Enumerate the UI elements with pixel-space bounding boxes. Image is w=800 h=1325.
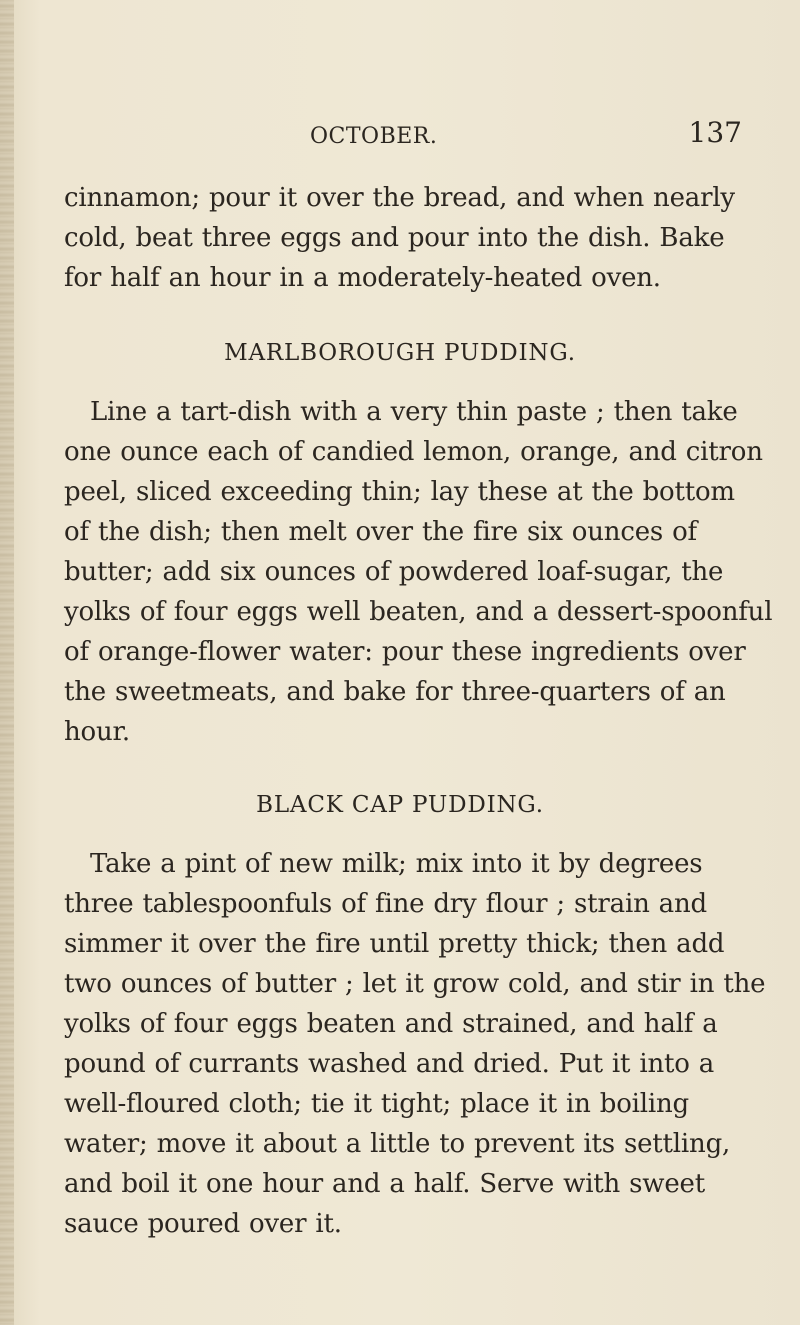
black-cap-line-2: three tablespoonfuls of fine dry flour ; strain and — [64, 889, 707, 919]
page-number: 137 — [688, 116, 742, 149]
black-cap-line-8: water; move it about a little to prevent its settling, — [64, 1129, 731, 1159]
marlborough-line-8: the sweetmeats, and bake for three-quarters of an — [64, 677, 726, 707]
black-cap-line-3: simmer it over the fire until pretty thick; then add — [64, 929, 725, 959]
black-cap-line-4: two ounces of butter ; let it grow cold, and stir in the — [64, 969, 766, 999]
black-cap-line-5: yolks of four eggs beaten and strained, and half a — [64, 1009, 718, 1039]
binding-edge — [0, 0, 14, 1325]
black-cap-heading: BLACK CAP PUDDING. — [256, 792, 544, 818]
marlborough-heading: MARLBOROUGH PUDDING. — [224, 340, 576, 366]
marlborough-line-4: of the dish; then melt over the fire six ounces of — [64, 517, 697, 547]
marlborough-line-1: Line a tart-dish with a very thin paste ; then take — [90, 397, 738, 427]
marlborough-line-2: one ounce each of candied lemon, orange, and citron — [64, 437, 763, 467]
marlborough-line-9: hour. — [64, 717, 130, 747]
marlborough-line-5: butter; add six ounces of powdered loaf-sugar, the — [64, 557, 724, 587]
running-head-title: OCTOBER. — [310, 124, 438, 149]
marlborough-line-6: yolks of four eggs well beaten, and a dessert-spoonful — [64, 597, 773, 627]
intro-line-1: cinnamon; pour it over the bread, and when nearly — [64, 183, 735, 213]
black-cap-line-1: Take a pint of new milk; mix into it by degrees — [90, 849, 703, 879]
marlborough-line-3: peel, sliced exceeding thin; lay these at the bottom — [64, 477, 735, 507]
black-cap-line-7: well-floured cloth; tie it tight; place it in boiling — [64, 1089, 689, 1119]
running-head — [310, 116, 742, 160]
black-cap-line-10: sauce poured over it. — [64, 1209, 342, 1239]
intro-line-2: cold, beat three eggs and pour into the dish. Bake — [64, 223, 725, 253]
intro-line-3: for half an hour in a moderately-heated oven. — [64, 263, 661, 293]
black-cap-line-9: and boil it one hour and a half. Serve with sweet — [64, 1169, 705, 1199]
marlborough-line-7: of orange-flower water: pour these ingredients over — [64, 637, 746, 667]
black-cap-line-6: pound of currants washed and dried. Put it into a — [64, 1049, 715, 1079]
